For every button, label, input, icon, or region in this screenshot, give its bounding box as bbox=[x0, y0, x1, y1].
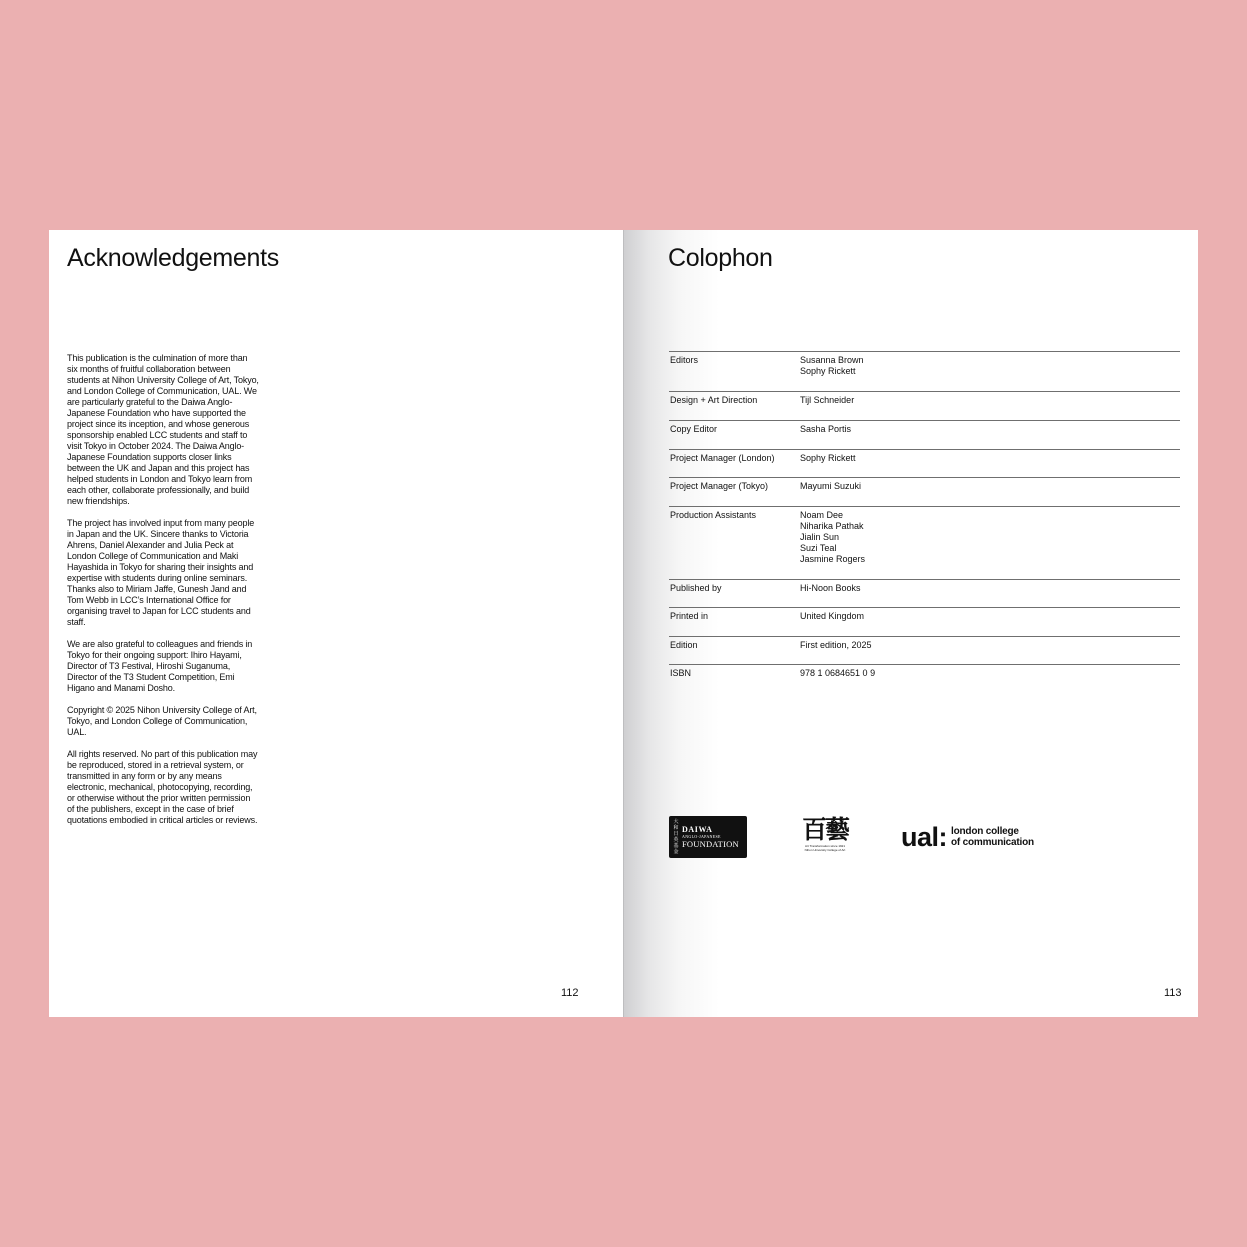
row-value: Sophy Rickett bbox=[800, 366, 856, 376]
daiwa-kanji: 大和日英基金 bbox=[673, 819, 679, 855]
ack-paragraph: The project has involved input from many people in Japan and the UK. Sincere thanks to Victoria Ahrens, Daniel Alexander and Julia Peck at London College of Communication and Maki Hayashida in Tokyo for sharing their insights and expertise with students during online seminars. Thanks also to Miriam Jaffe, Gunesh Jand and Tom Webb in LCC’s International Office for organising travel to Japan for LCC students and staff. bbox=[67, 518, 255, 627]
row-value: Susanna Brown bbox=[800, 355, 864, 365]
right-page bbox=[624, 230, 1198, 1017]
colophon-row-copy-editor bbox=[669, 420, 1180, 449]
page-number-right: 113 bbox=[1164, 987, 1182, 999]
row-values bbox=[800, 424, 1180, 449]
row-label: Copy Editor bbox=[670, 424, 718, 434]
row-value: Hi-Noon Books bbox=[800, 583, 861, 593]
colophon-row-editors bbox=[669, 351, 1180, 391]
ual-mark: ual: bbox=[901, 822, 948, 852]
sponsor-logos bbox=[669, 815, 1189, 865]
row-value: United Kingdom bbox=[800, 611, 865, 621]
row-label: Editors bbox=[670, 355, 699, 365]
colophon-row-printed bbox=[669, 607, 1180, 636]
nihon-university-logo bbox=[799, 815, 851, 861]
row-values bbox=[800, 668, 1180, 684]
ual-line2: of communication bbox=[951, 837, 1034, 848]
row-label: Edition bbox=[670, 640, 698, 650]
colophon-row-pm-tokyo bbox=[669, 477, 1180, 506]
row-label: Printed in bbox=[670, 611, 709, 621]
row-label: Project Manager (London) bbox=[670, 453, 775, 463]
row-value: Jialin Sun bbox=[800, 532, 840, 542]
row-values bbox=[800, 453, 1180, 477]
row-values bbox=[800, 510, 1180, 579]
row-value: Sophy Rickett bbox=[800, 453, 856, 463]
ual-line1: london college bbox=[951, 826, 1019, 837]
hyakugei-line1: Art Transformation since 1921 bbox=[804, 844, 846, 848]
row-values bbox=[800, 395, 1180, 420]
daiwa-line3: FOUNDATION bbox=[682, 838, 739, 849]
ack-paragraph: We are also grateful to colleagues and friends in Tokyo for their ongoing support: Ihiro Hayami, Director of T3 Festival, Hiroshi Suganuma, Director of the T3 Student Competition, Emi Higano and Manami Dosho. bbox=[67, 639, 253, 693]
page-number-left: 112 bbox=[561, 987, 579, 999]
colophon-row-published bbox=[669, 579, 1180, 607]
row-values bbox=[800, 583, 1180, 607]
row-value: Mayumi Suzuki bbox=[800, 481, 862, 491]
row-value: Sasha Portis bbox=[800, 424, 852, 434]
row-values bbox=[800, 355, 1180, 391]
rights-paragraph: All rights reserved. No part of this publication may be reproduced, stored in a retrieval system, or transmitted in any form or by any means electronic, mechanical, photocopying, recording, or otherwise without the prior written permission of the publishers, except in the case of brief quotations embodied in critical articles or reviews. bbox=[67, 749, 258, 825]
row-label: Production Assistants bbox=[670, 510, 757, 520]
row-label: ISBN bbox=[670, 668, 692, 678]
colophon-row-production bbox=[669, 506, 1180, 579]
row-value: Niharika Pathak bbox=[800, 521, 864, 531]
acknowledgements-title: Acknowledgements bbox=[67, 244, 279, 272]
hyakugei-line2: Nihon University College of Art bbox=[804, 848, 846, 852]
row-value: 978 1 0684651 0 9 bbox=[800, 668, 876, 678]
acknowledgements-body bbox=[67, 353, 259, 837]
row-label: Published by bbox=[670, 583, 722, 593]
left-page bbox=[49, 230, 624, 1017]
ual-lcc-logo bbox=[901, 823, 1034, 851]
daiwa-line2: ANGLO-JAPANESE bbox=[682, 833, 721, 839]
hyakugei-kanji: 百藝 bbox=[801, 815, 848, 844]
colophon-row-design bbox=[669, 391, 1180, 420]
book-spread bbox=[49, 230, 1198, 1017]
row-value: Suzi Teal bbox=[800, 543, 837, 553]
copyright-paragraph: Copyright © 2025 Nihon University College of Art, Tokyo, and London College of Communication, UAL. bbox=[67, 705, 257, 737]
daiwa-foundation-logo bbox=[669, 816, 747, 858]
row-value: Jasmine Rogers bbox=[800, 554, 866, 564]
colophon-title: Colophon bbox=[668, 244, 773, 272]
row-values bbox=[800, 481, 1180, 506]
row-values bbox=[800, 611, 1180, 636]
colophon-table bbox=[669, 351, 1180, 684]
row-value: Noam Dee bbox=[800, 510, 844, 520]
colophon-row-pm-london bbox=[669, 449, 1180, 477]
row-label: Project Manager (Tokyo) bbox=[670, 481, 769, 491]
ack-paragraph: This publication is the culmination of more than six months of fruitful collaboration between students at Nihon University College of Art, Tokyo, and London College of Communication, UAL. We are particularly grateful to the Daiwa Anglo-Japanese Foundation who have supported the project since its inception, and whose generous sponsorship enabled LCC students and staff to visit Tokyo in October 2024. The Daiwa Anglo-Japanese Foundation supports closer links between the UK and Japan and this project has helped students in London and Tokyo learn from each other, collaborate professionally, and build new friendships. bbox=[67, 353, 259, 506]
row-values bbox=[800, 640, 1180, 664]
colophon-row-isbn bbox=[669, 664, 1180, 684]
colophon-row-edition bbox=[669, 636, 1180, 664]
row-value: First edition, 2025 bbox=[800, 640, 872, 650]
row-value: Tijl Schneider bbox=[800, 395, 855, 405]
row-label: Design + Art Direction bbox=[670, 395, 758, 405]
daiwa-line1: DAIWA bbox=[682, 824, 713, 834]
